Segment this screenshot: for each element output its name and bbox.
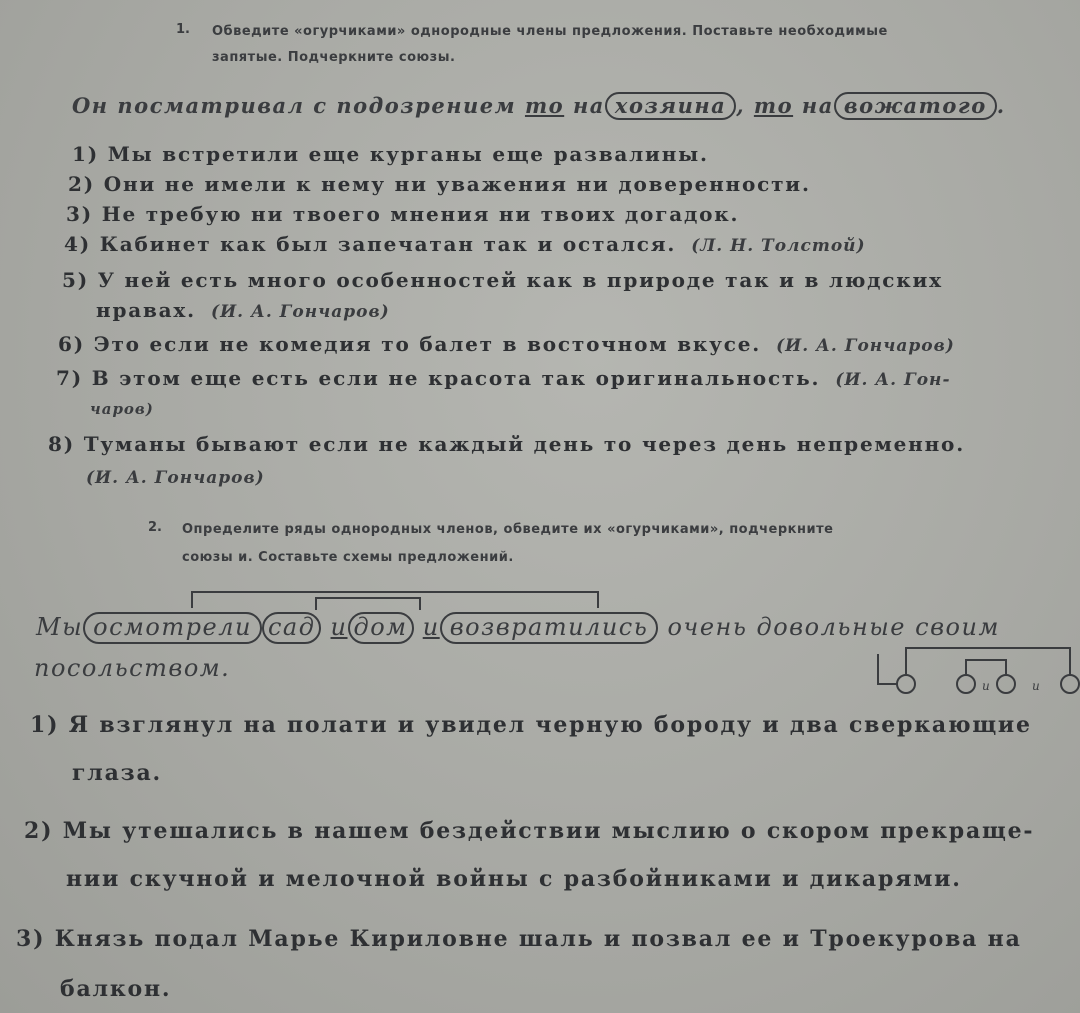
task1-sentence-1: 1) Мы встретили еще курганы еще развалины. <box>72 142 709 166</box>
example-comma: , <box>736 93 754 118</box>
scheme-conjunction-1: и <box>982 679 990 693</box>
sentence-6-text: 6) Это если не комедия то балет в восточном вкусе. <box>58 332 761 356</box>
task2-sentence-1-line1: 1) Я взглянул на полати и увидел черную бороду и два сверкающие <box>30 712 1032 738</box>
sentence-4-author: (Л. Н. Толстой) <box>691 236 866 256</box>
example-text-mid-1: на <box>564 93 605 118</box>
task2-sentence-3-line2: балкон. <box>60 976 172 1002</box>
example-end: . <box>996 93 1006 118</box>
task1-sentence-2: 2) Они не имели к нему ни уважения ни доверенности. <box>68 172 811 196</box>
example2-conjunction-1: и <box>330 613 348 641</box>
example2-subject: Мы <box>36 613 84 641</box>
sentence-scheme-diagram <box>870 640 1080 702</box>
example2-predicate-1: осмотрели <box>83 612 262 644</box>
task1-number: 1. <box>176 22 190 37</box>
task1-sentence-3: 3) Не требую ни твоего мнения ни твоих догадок. <box>66 202 740 226</box>
task2-sentence-2-line1: 2) Мы утешались в нашем бездействии мыслию о скором прекраще- <box>24 818 1035 844</box>
example2-conjunction-2: и <box>422 613 440 641</box>
sentence-6-author: (И. А. Гончаров) <box>776 336 955 356</box>
sentence-7-author-part1: (И. А. Гон- <box>835 370 951 390</box>
task2-sentence-1-line2: глаза. <box>72 760 163 786</box>
example-homogeneous-word-1: хозяина <box>605 92 736 120</box>
sentence-8-author: (И. А. Гончаров) <box>86 468 265 488</box>
task1-sentence-5-line1: 5) У ней есть много особенностей как в природе так и в людских <box>62 268 943 292</box>
task2-sentence-2-line2: нии скучной и мелочной войны с разбойниками и дикарями. <box>66 866 962 892</box>
example2-predicate-2: возвратились <box>440 612 659 644</box>
example2-object-2: дом <box>348 612 414 644</box>
task2-example-sentence <box>36 612 1000 644</box>
sentence-4-text: 4) Кабинет как был запечатан так и остался. <box>64 232 677 256</box>
task1-instruction-line2: запятые. Подчеркните союзы. <box>212 50 456 65</box>
scheme-conjunction-2: и <box>1032 679 1040 693</box>
sentence-7-text: 7) В этом еще есть если не красота так оригинальность. <box>56 366 821 390</box>
example-text-before: Он посматривал с подозрением <box>72 93 525 118</box>
example-homogeneous-word-2: вожатого <box>834 92 997 120</box>
task2-example-line2: посольством. <box>34 654 231 682</box>
task2-sentence-3-line1: 3) Князь подал Марье Кириловне шаль и позвал ее и Троекурова на <box>16 926 1022 952</box>
task2-instruction-line1: Определите ряды однородных членов, обведите их «огурчиками», подчеркните <box>182 522 834 537</box>
example2-object-1: сад <box>262 612 321 644</box>
task1-instruction-line1: Обведите «огурчиками» однородные члены предложения. Поставьте необходимые <box>212 24 888 39</box>
example-conjunction-1: то <box>524 93 565 118</box>
task2-instruction-line2: союзы и. Составьте схемы предложений. <box>182 550 514 565</box>
sentence-7-author-part2: чаров) <box>90 400 154 418</box>
task2-number: 2. <box>148 520 162 535</box>
example-text-mid-2: на <box>793 93 834 118</box>
task1-sentence-8: 8) Туманы бывают если не каждый день то через день непременно. <box>48 432 965 456</box>
sentence-5-text-end: нравах. <box>96 298 196 322</box>
sentence-5-author: (И. А. Гончаров) <box>211 302 390 322</box>
example-conjunction-2: то <box>753 93 794 118</box>
example2-rest: очень довольные своим <box>667 613 1000 641</box>
